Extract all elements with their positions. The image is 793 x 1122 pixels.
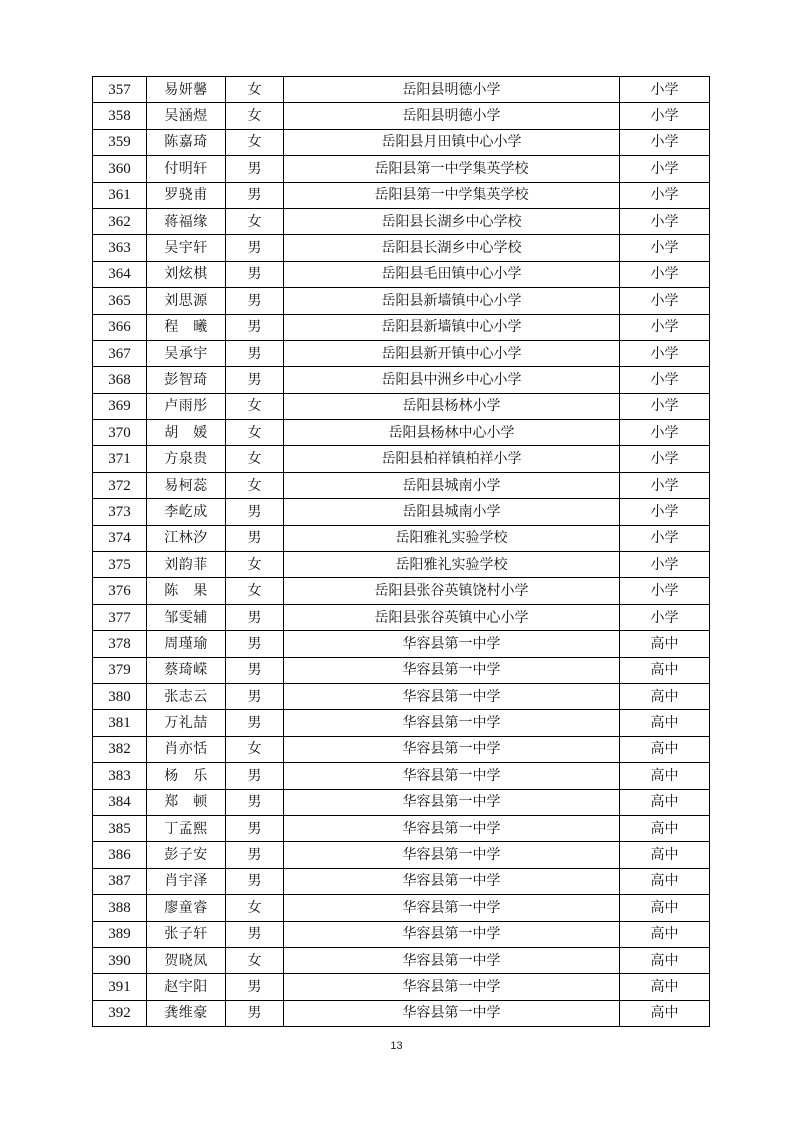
student-name-cell: 张子轩 [147, 921, 226, 947]
student-gender-cell: 女 [226, 472, 284, 498]
school-level-cell: 高中 [620, 815, 710, 841]
student-gender-cell: 女 [226, 578, 284, 604]
student-name-cell: 肖宇泽 [147, 868, 226, 894]
student-name-cell: 胡 媛 [147, 420, 226, 446]
student-name-cell: 杨 乐 [147, 763, 226, 789]
table-row [93, 683, 710, 709]
school-name-cell: 华容县第一中学 [284, 710, 620, 736]
school-level-cell: 小学 [620, 314, 710, 340]
row-number-cell: 362 [93, 208, 147, 234]
row-number-cell: 361 [93, 182, 147, 208]
student-name-cell: 易柯蕊 [147, 472, 226, 498]
student-name-cell: 易妍馨 [147, 77, 226, 103]
school-name-cell: 岳阳县月田镇中心小学 [284, 129, 620, 155]
student-name-cell: 蒋福缘 [147, 208, 226, 234]
school-name-cell: 华容县第一中学 [284, 842, 620, 868]
school-name-cell: 华容县第一中学 [284, 921, 620, 947]
student-gender-cell: 女 [226, 947, 284, 973]
school-name-cell: 华容县第一中学 [284, 763, 620, 789]
school-level-cell: 小学 [620, 208, 710, 234]
row-number-cell: 375 [93, 552, 147, 578]
student-name-cell: 方泉贵 [147, 446, 226, 472]
table-row [93, 974, 710, 1000]
student-gender-cell: 男 [226, 499, 284, 525]
school-level-cell: 小学 [620, 261, 710, 287]
row-number-cell: 369 [93, 393, 147, 419]
student-gender-cell: 女 [226, 420, 284, 446]
row-number-cell: 391 [93, 974, 147, 1000]
school-level-cell: 高中 [620, 895, 710, 921]
school-name-cell: 岳阳县毛田镇中心小学 [284, 261, 620, 287]
school-name-cell: 华容县第一中学 [284, 736, 620, 762]
student-gender-cell: 男 [226, 604, 284, 630]
student-gender-cell: 男 [226, 763, 284, 789]
student-name-cell: 周瑾瑜 [147, 631, 226, 657]
student-gender-cell: 男 [226, 182, 284, 208]
student-gender-cell: 男 [226, 815, 284, 841]
row-number-cell: 389 [93, 921, 147, 947]
school-level-cell: 小学 [620, 604, 710, 630]
student-gender-cell: 男 [226, 288, 284, 314]
row-number-cell: 388 [93, 895, 147, 921]
table-row [93, 815, 710, 841]
row-number-cell: 379 [93, 657, 147, 683]
school-name-cell: 岳阳县柏祥镇柏祥小学 [284, 446, 620, 472]
student-gender-cell: 男 [226, 314, 284, 340]
school-level-cell: 高中 [620, 947, 710, 973]
student-name-cell: 邹雯辅 [147, 604, 226, 630]
school-level-cell: 高中 [620, 1000, 710, 1026]
student-name-cell: 刘思源 [147, 288, 226, 314]
school-level-cell: 高中 [620, 763, 710, 789]
row-number-cell: 357 [93, 77, 147, 103]
school-name-cell: 岳阳县第一中学集英学校 [284, 182, 620, 208]
row-number-cell: 377 [93, 604, 147, 630]
school-level-cell: 小学 [620, 499, 710, 525]
student-name-cell: 廖童睿 [147, 895, 226, 921]
student-gender-cell: 男 [226, 710, 284, 736]
school-name-cell: 华容县第一中学 [284, 657, 620, 683]
school-level-cell: 高中 [620, 683, 710, 709]
school-level-cell: 高中 [620, 974, 710, 1000]
student-gender-cell: 男 [226, 156, 284, 182]
row-number-cell: 381 [93, 710, 147, 736]
school-level-cell: 小学 [620, 578, 710, 604]
student-gender-cell: 男 [226, 631, 284, 657]
table-row [93, 763, 710, 789]
student-name-cell: 吴承宇 [147, 340, 226, 366]
row-number-cell: 383 [93, 763, 147, 789]
school-name-cell: 岳阳县张谷英镇中心小学 [284, 604, 620, 630]
row-number-cell: 367 [93, 340, 147, 366]
school-name-cell: 岳阳县张谷英镇饶村小学 [284, 578, 620, 604]
student-name-cell: 吴涵煜 [147, 103, 226, 129]
table-row [93, 420, 710, 446]
row-number-cell: 359 [93, 129, 147, 155]
student-gender-cell: 女 [226, 446, 284, 472]
row-number-cell: 376 [93, 578, 147, 604]
table-row [93, 895, 710, 921]
school-level-cell: 高中 [620, 736, 710, 762]
student-name-cell: 李屹成 [147, 499, 226, 525]
student-name-cell: 肖亦恬 [147, 736, 226, 762]
student-name-cell: 江林汐 [147, 525, 226, 551]
row-number-cell: 358 [93, 103, 147, 129]
student-name-cell: 刘韵菲 [147, 552, 226, 578]
student-gender-cell: 男 [226, 921, 284, 947]
student-gender-cell: 男 [226, 261, 284, 287]
table-row [93, 631, 710, 657]
school-name-cell: 华容县第一中学 [284, 947, 620, 973]
student-gender-cell: 男 [226, 842, 284, 868]
row-number-cell: 380 [93, 683, 147, 709]
school-level-cell: 高中 [620, 921, 710, 947]
school-name-cell: 岳阳县长湖乡中心学校 [284, 235, 620, 261]
school-name-cell: 岳阳县新墙镇中心小学 [284, 314, 620, 340]
table-row [93, 208, 710, 234]
row-number-cell: 373 [93, 499, 147, 525]
row-number-cell: 371 [93, 446, 147, 472]
school-level-cell: 小学 [620, 288, 710, 314]
school-level-cell: 高中 [620, 631, 710, 657]
student-name-cell: 贺晓凤 [147, 947, 226, 973]
row-number-cell: 364 [93, 261, 147, 287]
school-name-cell: 岳阳县明德小学 [284, 77, 620, 103]
table-row [93, 736, 710, 762]
student-gender-cell: 男 [226, 974, 284, 1000]
school-level-cell: 小学 [620, 525, 710, 551]
school-name-cell: 岳阳县新开镇中心小学 [284, 340, 620, 366]
student-gender-cell: 男 [226, 657, 284, 683]
table-row [93, 261, 710, 287]
school-name-cell: 华容县第一中学 [284, 815, 620, 841]
student-name-cell: 蔡琦嵘 [147, 657, 226, 683]
school-name-cell: 岳阳县城南小学 [284, 472, 620, 498]
student-gender-cell: 男 [226, 1000, 284, 1026]
school-level-cell: 小学 [620, 472, 710, 498]
school-level-cell: 高中 [620, 710, 710, 736]
row-number-cell: 366 [93, 314, 147, 340]
school-level-cell: 小学 [620, 420, 710, 446]
table-row [93, 77, 710, 103]
school-level-cell: 小学 [620, 182, 710, 208]
row-number-cell: 382 [93, 736, 147, 762]
student-name-cell: 丁孟熙 [147, 815, 226, 841]
student-gender-cell: 女 [226, 552, 284, 578]
table-row [93, 710, 710, 736]
school-name-cell: 华容县第一中学 [284, 1000, 620, 1026]
table-row [93, 156, 710, 182]
table-row [93, 947, 710, 973]
table-row [93, 393, 710, 419]
school-level-cell: 小学 [620, 340, 710, 366]
table-row [93, 604, 710, 630]
roster-table [92, 76, 710, 1027]
table-row [93, 552, 710, 578]
school-name-cell: 岳阳县长湖乡中心学校 [284, 208, 620, 234]
table-row [93, 578, 710, 604]
school-name-cell: 岳阳县明德小学 [284, 103, 620, 129]
row-number-cell: 386 [93, 842, 147, 868]
row-number-cell: 392 [93, 1000, 147, 1026]
school-name-cell: 岳阳县中洲乡中心小学 [284, 367, 620, 393]
student-name-cell: 彭智琦 [147, 367, 226, 393]
student-name-cell: 刘炫棋 [147, 261, 226, 287]
school-level-cell: 小学 [620, 446, 710, 472]
student-gender-cell: 男 [226, 683, 284, 709]
school-name-cell: 华容县第一中学 [284, 789, 620, 815]
student-name-cell: 付明轩 [147, 156, 226, 182]
row-number-cell: 360 [93, 156, 147, 182]
student-name-cell: 陈嘉琦 [147, 129, 226, 155]
table-row [93, 657, 710, 683]
school-level-cell: 小学 [620, 129, 710, 155]
student-name-cell: 程 曦 [147, 314, 226, 340]
school-level-cell: 小学 [620, 552, 710, 578]
school-level-cell: 小学 [620, 77, 710, 103]
row-number-cell: 378 [93, 631, 147, 657]
school-name-cell: 岳阳县第一中学集英学校 [284, 156, 620, 182]
page-number: 13 [390, 1040, 403, 1052]
school-name-cell: 岳阳县杨林中心小学 [284, 420, 620, 446]
table-row [93, 1000, 710, 1026]
student-name-cell: 郑 顿 [147, 789, 226, 815]
school-level-cell: 小学 [620, 103, 710, 129]
table-row [93, 103, 710, 129]
student-gender-cell: 男 [226, 868, 284, 894]
school-name-cell: 岳阳县新墙镇中心小学 [284, 288, 620, 314]
student-gender-cell: 男 [226, 525, 284, 551]
student-gender-cell: 女 [226, 895, 284, 921]
school-level-cell: 小学 [620, 367, 710, 393]
table-row [93, 235, 710, 261]
student-gender-cell: 男 [226, 340, 284, 366]
row-number-cell: 363 [93, 235, 147, 261]
student-name-cell: 吴宇轩 [147, 235, 226, 261]
school-level-cell: 小学 [620, 235, 710, 261]
school-name-cell: 岳阳雅礼实验学校 [284, 525, 620, 551]
table-row [93, 129, 710, 155]
row-number-cell: 387 [93, 868, 147, 894]
student-gender-cell: 男 [226, 367, 284, 393]
row-number-cell: 385 [93, 815, 147, 841]
student-gender-cell: 男 [226, 789, 284, 815]
student-gender-cell: 女 [226, 103, 284, 129]
student-gender-cell: 女 [226, 393, 284, 419]
student-name-cell: 万礼喆 [147, 710, 226, 736]
school-name-cell: 华容县第一中学 [284, 868, 620, 894]
student-gender-cell: 女 [226, 208, 284, 234]
school-level-cell: 小学 [620, 156, 710, 182]
row-number-cell: 370 [93, 420, 147, 446]
student-gender-cell: 女 [226, 129, 284, 155]
school-level-cell: 高中 [620, 657, 710, 683]
student-name-cell: 卢雨彤 [147, 393, 226, 419]
table-row [93, 340, 710, 366]
student-name-cell: 罗骁甫 [147, 182, 226, 208]
table-row [93, 288, 710, 314]
student-gender-cell: 男 [226, 235, 284, 261]
table-row [93, 789, 710, 815]
row-number-cell: 384 [93, 789, 147, 815]
school-level-cell: 高中 [620, 868, 710, 894]
school-name-cell: 岳阳县杨林小学 [284, 393, 620, 419]
student-name-cell: 张志云 [147, 683, 226, 709]
table-row [93, 525, 710, 551]
table-row [93, 314, 710, 340]
school-level-cell: 高中 [620, 842, 710, 868]
school-level-cell: 小学 [620, 393, 710, 419]
student-name-cell: 陈 果 [147, 578, 226, 604]
student-name-cell: 彭子安 [147, 842, 226, 868]
school-level-cell: 高中 [620, 789, 710, 815]
table-row [93, 868, 710, 894]
row-number-cell: 368 [93, 367, 147, 393]
table-row [93, 472, 710, 498]
row-number-cell: 374 [93, 525, 147, 551]
row-number-cell: 365 [93, 288, 147, 314]
table-row [93, 446, 710, 472]
row-number-cell: 372 [93, 472, 147, 498]
school-name-cell: 华容县第一中学 [284, 683, 620, 709]
table-row [93, 921, 710, 947]
student-gender-cell: 女 [226, 736, 284, 762]
student-gender-cell: 女 [226, 77, 284, 103]
school-name-cell: 华容县第一中学 [284, 895, 620, 921]
school-name-cell: 华容县第一中学 [284, 974, 620, 1000]
row-number-cell: 390 [93, 947, 147, 973]
school-name-cell: 岳阳雅礼实验学校 [284, 552, 620, 578]
table-row [93, 182, 710, 208]
roster-table-body [93, 77, 710, 1027]
student-name-cell: 龚维豪 [147, 1000, 226, 1026]
school-name-cell: 华容县第一中学 [284, 631, 620, 657]
table-row [93, 499, 710, 525]
table-row [93, 842, 710, 868]
table-row [93, 367, 710, 393]
school-name-cell: 岳阳县城南小学 [284, 499, 620, 525]
student-name-cell: 赵宇阳 [147, 974, 226, 1000]
